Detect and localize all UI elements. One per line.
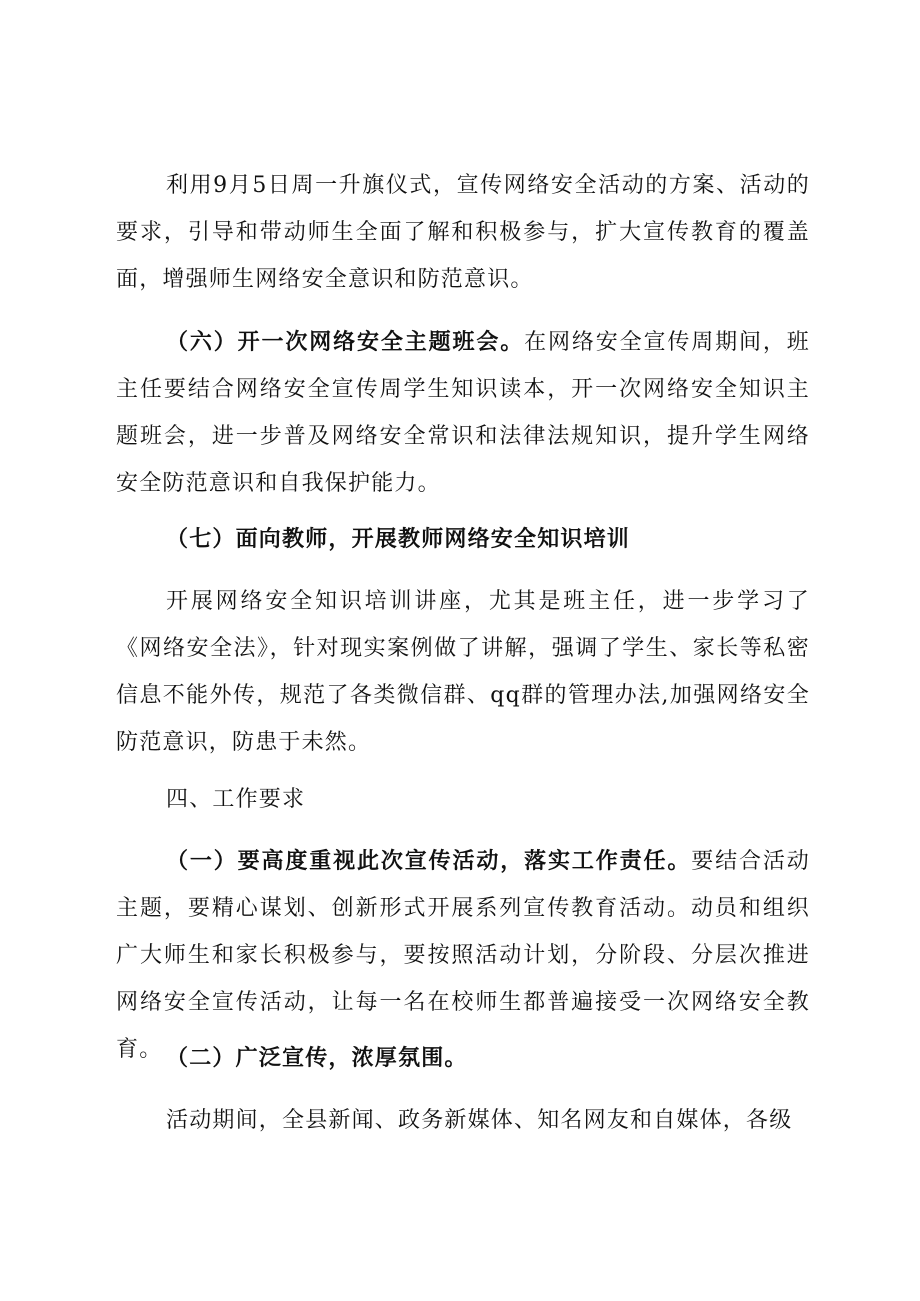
section-heading-one: （一）要高度重视此次宣传活动，落实工作责任。 bbox=[166, 848, 692, 874]
paragraph-text: 利用9月5日周一升旗仪式，宣传网络安全活动的方案、活动的要求，引导和带动师生全面了解和积极参与，扩大宣传教育的覆盖面，增强师生网络安全意识和防范意识。 bbox=[116, 173, 810, 292]
paragraph-text: 活动期间，全县新闻、政务新媒体、知名网友和自媒体，各级 bbox=[166, 1108, 793, 1133]
paragraph-teacher-training bbox=[116, 578, 810, 766]
paragraph-text: 在网络安全宣传周期间，班主任要结合网络安全宣传周学生知识读本，开一次网络安全知识主题班会，进一步普及网络安全常识和法律法规知识，提升学生网络安全防范意识和自我保护能力。 bbox=[116, 330, 810, 496]
section-heading-two: （二）广泛宣传，浓厚氛围。 bbox=[166, 1045, 468, 1071]
section-heading-seven: （七）面向教师，开展教师网络安全知识培训 bbox=[166, 526, 631, 552]
chapter-heading-requirements: 四、工作要求 bbox=[166, 787, 306, 812]
paragraph-flag-ceremony bbox=[116, 162, 810, 303]
paragraph-publicity bbox=[116, 1097, 810, 1144]
paragraph-class-meeting bbox=[116, 319, 810, 507]
paragraph-text: 开展网络安全知识培训讲座，尤其是班主任，进一步学习了《网络安全法》，针对现实案例做了讲解，强调了学生、家长等私密信息不能外传，规范了各类微信群、qq群的管理办法,加强网络安全防范意识，防患于未然。 bbox=[116, 589, 810, 755]
paragraph-text: 要结合活动主题，要精心谋划、创新形式开展系列宣传教育活动。动员和组织广大师生和家长积极参与，要按照活动计划，分阶段、分层次推进网络安全宣传活动，让每一名在校师生都普遍接受一次网络安全教育。 bbox=[116, 849, 810, 1062]
section-heading-six: （六）开一次网络安全主题班会。 bbox=[166, 329, 525, 355]
